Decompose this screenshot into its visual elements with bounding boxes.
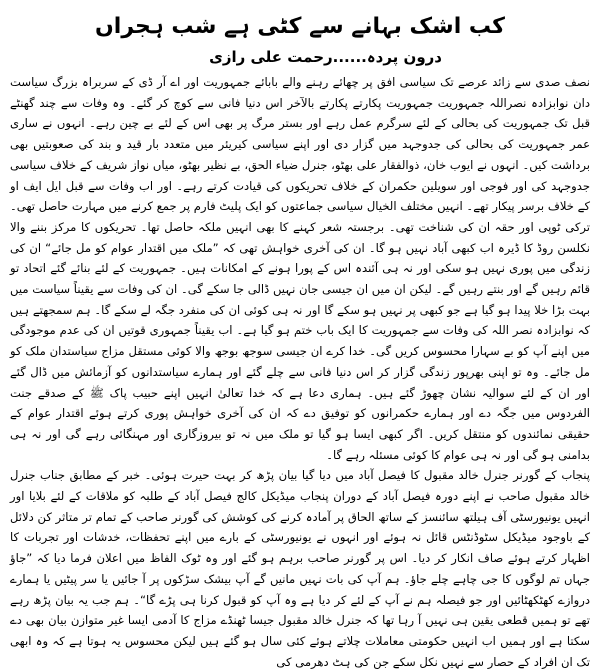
author-name: رحمت علی رازی (209, 48, 333, 66)
article-headline: کب اشک بہانے سے کٹی ہے شب ہجراں (95, 14, 505, 39)
byline-separator: ...... (332, 48, 367, 66)
column-name: درون پردہ (366, 48, 442, 66)
article-paragraph: نصف صدی سے زائد عرصے تک سیاسی افق پر چھائے رہنے والے بابائے جمہوریت اور اے آر ڈی کے سربراہ بزرگ سیاست دان نوابزادہ نصراللہ جمہوریت جمہوریت پکارتے پکارتے بالآخر اس دنیا فانی سے کوچ کر گئے۔ وہ وفات سے چند گھنٹے قبل تک جمہوریت کی بحالی کے لئے سرگرم عمل رہے اور بستر مرگ پر بھی اس کے لئے بے چین رہے۔ انہوں نے ساری عمر جمہوریت کی بحالی کی جدوجہد میں گزار دی اور اپنے سیاسی کیریئر میں متعدد بار قید و بند کی صعوبتیں بھی برداشت کیں۔ انہوں نے ایوب خان، ذوالفقار علی بھٹو، جنرل ضیاء الحق، بے نظیر بھٹو، میاں نواز شریف کے خلاف سیاسی جدوجہد کی اور فوجی اور سویلین حکمران کے خلاف تحریکوں کی قیادت کرتے رہے۔ اور اب وفات سے قبل ایل ایف او کے خلاف برسر پیکار تھے۔ انہیں مختلف الخیال سیاسی جماعتوں کو ایک پلیٹ فارم پر جمع کرنے میں مہارت حاصل تھی۔ ترکی ٹوپی اور حقہ ان کی شناخت تھی۔ برجستہ شعر کہنے کا بھی انہیں ملکہ حاصل تھا۔ تحریکوں کا مرکز بننے والا نکلسن روڈ کا ڈیرہ اب کبھی آباد نہیں ہو گا۔ ان کی آخری خواہش تھی کہ ”ملک میں اقتدار عوام کو مل جائے“ ان کی زندگی میں پوری نہیں ہو سکی اور نہ ہی آئندہ اس کے پورا ہونے کے امکانات ہیں۔ جمہوریت کے لئے بنائے گئے اتحاد تو قائم رہیں گے اور بنتے رہیں گے۔ لیکن ان میں ان جیسی جان نہیں ڈالی جا سکے گی۔ ان کی وفات سے یقیناً سیاست میں بہت بڑا خلا پیدا ہو گیا ہے جو کبھی پر نہیں ہو سکے گا اور نہ ہی کوئی ان کی منفرد جگہ لے سکے گا۔ ہم سمجھتے ہیں کہ نوابزادہ نصر اللہ کی وفات سے جمہوریت کا ایک باب ختم ہو گیا ہے۔ اب یقیناً جمہوری قوتیں ان کی عدم موجودگی میں اپنے آپ کو بے سہارا محسوس کریں گی۔ خدا کرے ان جیسی سوجھ بوجھ والا کوئی مستقل مزاج سیاستدان ملک کو مل جائے۔ وہ تو اپنی بھرپور زندگی گزار کر اس دنیا فانی سے چلے گئے اور ہمارے سیاستدانوں کو آزمائش میں ڈال گئے اور ان کے لئے سوالیہ نشان چھوڑ گئے ہیں۔ ہماری دعا ہے کہ خدا تعالیٰ انہیں اپنے حبیب پاک ﷺ کے صدقے جنت الفردوس میں جگہ دے اور ہمارے حکمرانوں کو توفیق دے کہ ان کی آخری خواہش پوری کرتے ہوئے اقتدار عوام کے حقیقی نمائندوں کو منتقل کریں۔ اگر کبھی ایسا ہو گیا تو ملک میں نہ تو بیروزگاری اور مہنگائی رہے گی اور نہ ہی بدامنی ہو گی اور نہ ہی عوام کا کوئی مسئلہ رہے گا۔ (10, 75, 590, 462)
article-paragraph: پنجاب کے گورنر جنرل خالد مقبول کا فیصل آباد میں دیا گیا بیان پڑھ کر بہت حیرت ہوئی۔ خبر کے مطابق جناب جنرل خالد مقبول صاحب نے اپنے دورہ فیصل آباد کے دوران پنجاب میڈیکل کالج فیصل آباد کے طلبہ کو ملاقات کے لئے بلایا اور انہیں یونیورسٹی آف ہیلتھ سائنسز کے ساتھ الحاق پر آمادہ کرنے کی کوشش کی گورنر صاحب کے تمام تر متاثر کن دلائل کے باوجود میڈیکل سٹوڈنٹس قائل نہ ہوئے اور انہوں نے یونیورسٹی کے بارے میں اپنے تحفظات، خدشات اور تجربات کا اظہار کرتے ہوئے صاف انکار کر دیا۔ اس پر گورنر صاحب برہم ہو گئے اور وہ ٹوک الفاظ میں اعلان فرما دیا کہ ”جاؤ جہاں تم لوگوں کا جی چاہے چلے جاؤ۔ ہم آپ کی بات نہیں مانیں گے آپ بیشک سڑکوں پر آ جائیں یا سر پیٹیں یا ہمارے دروازے کھٹکھٹائیں اور جو فیصلہ ہم نے آپ کے لئے کر دیا ہے وہ آپ کو قبول کرنا ہی پڑے گا“۔ ہم جب یہ بیان پڑھ رہے تھے تو ہمیں قطعی یقین ہی نہیں آ رہا تھا کہ جنرل خالد مقبول جیسا ٹھنڈے مزاج کا آدمی ایسا غیر متوازن بیان بھی دے سکتا ہے اور ہمیں اب انہیں حکومتی معاملات چلاتے ہوئے کئی سال ہو گئے ہیں لیکن محسوس یہ ہوتا ہے کہ وہ ابھی تک ان افراد کے حصار سے نہیں نکل سکے جن کی ہٹ دھرمی کی (10, 468, 590, 669)
byline (10, 48, 590, 66)
